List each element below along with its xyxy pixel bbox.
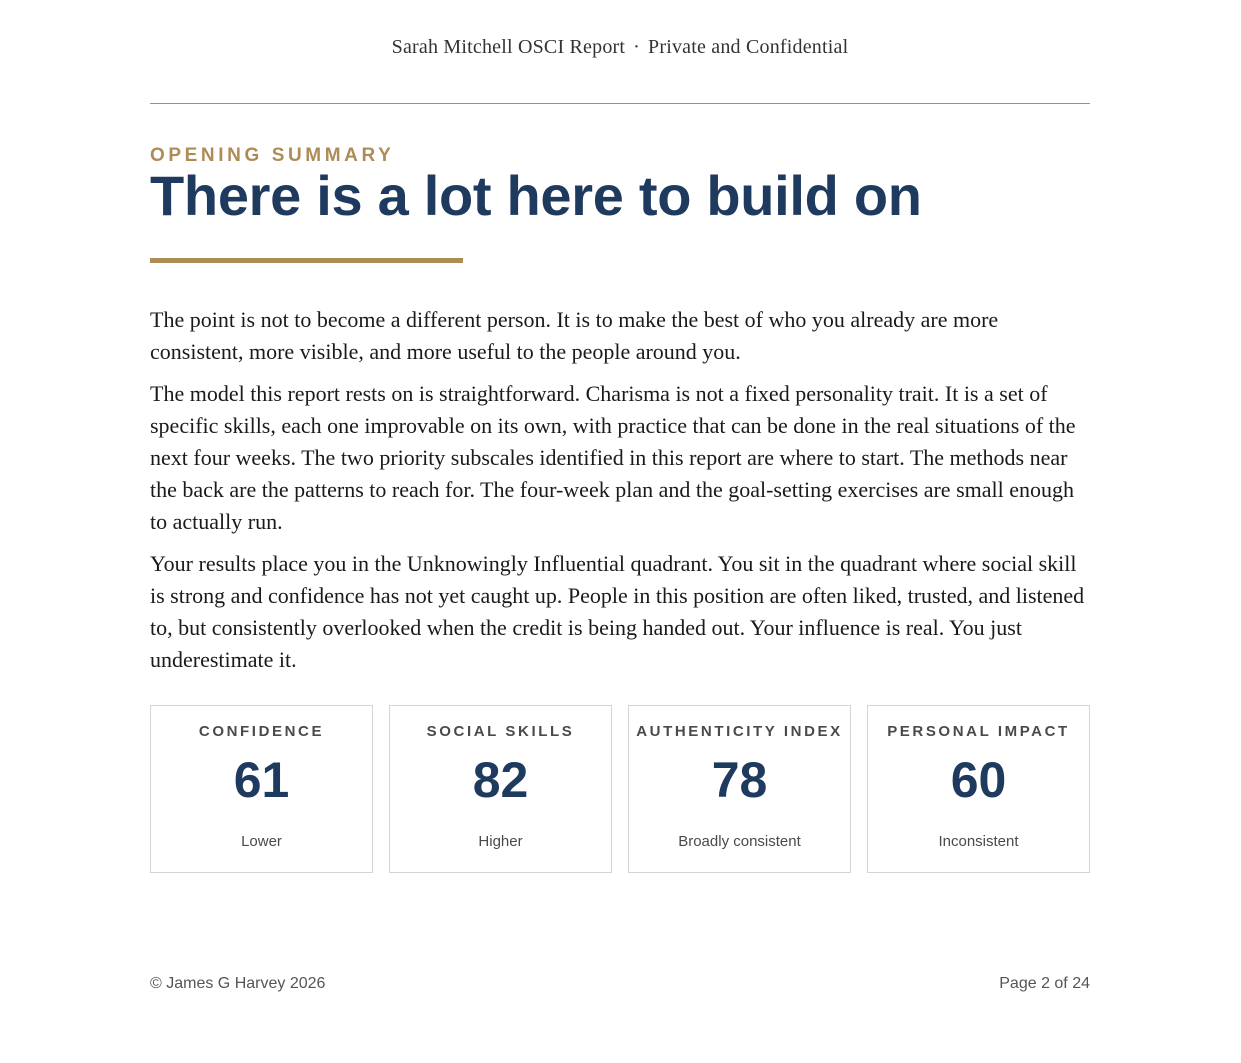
report-title: Sarah Mitchell OSCI Report	[391, 36, 626, 58]
header-separator: ·	[633, 36, 641, 58]
score-card-value: 61	[233, 752, 290, 808]
score-card-label: AUTHENTICITY INDEX	[636, 723, 843, 740]
score-card-label: PERSONAL IMPACT	[887, 723, 1070, 740]
footer-copyright: © James G Harvey 2026	[150, 975, 326, 992]
confidentiality-label: Private and Confidential	[648, 36, 849, 58]
score-card-note: Inconsistent	[938, 833, 1019, 850]
summary-paragraph: The point is not to become a different person. It is to make the best of who you already are more consistent, more visible, and more useful to the people around you.	[150, 307, 999, 364]
score-card-value: 78	[711, 752, 768, 808]
section-title: There is a lot here to build on	[150, 164, 922, 227]
score-card-value: 82	[472, 752, 529, 808]
score-cards	[150, 705, 1090, 873]
score-card-label: CONFIDENCE	[198, 723, 325, 740]
summary-paragraph: Your results place you in the Unknowingly Influential quadrant. You sit in the quadrant where social skill is strong and confidence has not yet caught up. People in this position are often liked, trusted, and listened to, but consistently overlooked when the credit is being handed out. Your influence is real. You just underestimate it.	[150, 551, 1085, 672]
score-card-personal-impact	[867, 705, 1090, 873]
footer-page-number: Page 2 of 24	[999, 975, 1090, 992]
score-card-note: Higher	[478, 833, 523, 850]
running-header	[150, 36, 1090, 59]
score-card-authenticity-index	[628, 705, 851, 873]
section-eyebrow: OPENING SUMMARY	[150, 145, 395, 166]
score-card-label: SOCIAL SKILLS	[426, 723, 575, 740]
score-card-value: 60	[950, 752, 1007, 808]
title-underline	[150, 258, 463, 263]
header-divider	[150, 103, 1090, 104]
summary-paragraph: The model this report rests on is straightforward. Charisma is not a fixed personality trait. It is a set of specific skills, each one improvable on its own, with practice that can be done in the real situations of the next four weeks. The two priority subscales identified in this report are where to start. The methods near the back are the patterns to reach for. The four-week plan and the goal-setting exercises are small enough to actually run.	[150, 381, 1076, 534]
score-card-social-skills	[389, 705, 612, 873]
score-card-confidence	[150, 705, 373, 873]
report-page	[150, 0, 1090, 1063]
summary-body	[150, 304, 1090, 686]
score-card-note: Broadly consistent	[678, 833, 801, 850]
score-card-note: Lower	[241, 833, 282, 850]
